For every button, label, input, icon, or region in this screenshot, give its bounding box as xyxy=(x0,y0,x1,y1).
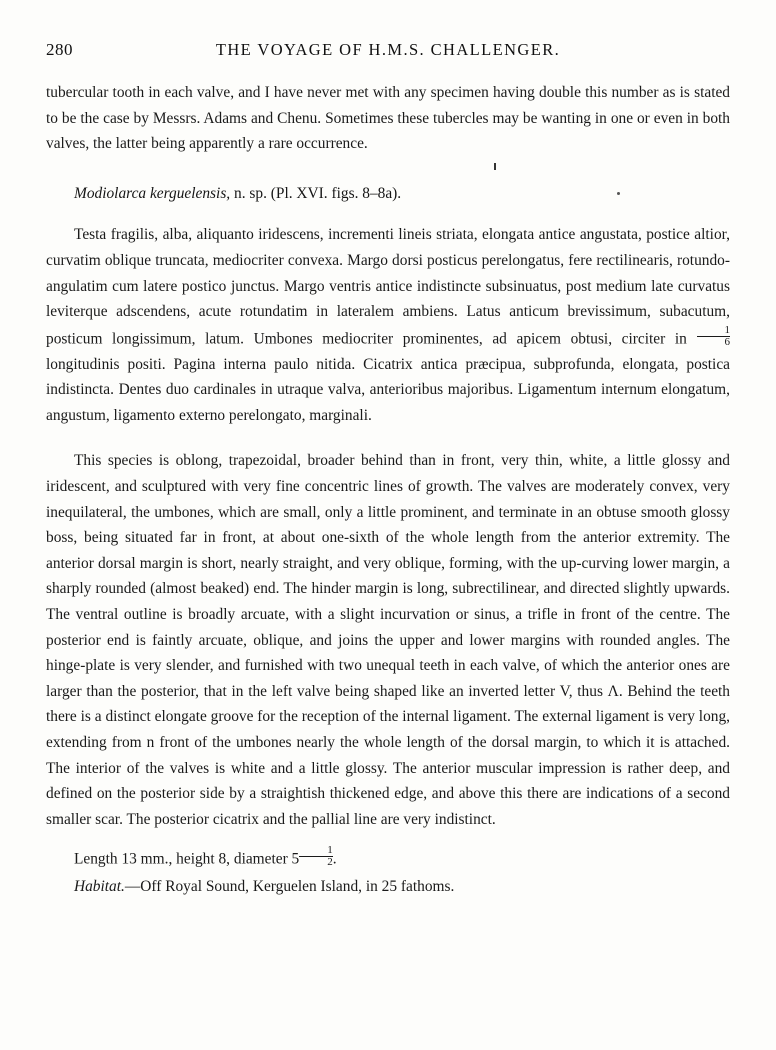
english-part-1: This species is oblong, trapezoidal, broader behind than in front, very thin, white, a little glossy and iridescent, and sculptured with very fine concentric lines of growth. The valves are moderately convex, very inequilateral, the umbones, which are small, only a little prominent, and terminate in an obtuse smooth glossy boss, being situated far in front, at about one-sixth of the whole length from the anterior extremity. The anterior dorsal margin is short, nearly straight, and very oblique, forming, with the up-curving lower margin, a sharply rounded (almost beaked) end. The hinder margin is long, subrectilinear, and directed slightly upwards. The ventral outline is broadly arcuate, with a slight incurvation or sinus, a trifle in front of the centre. The posterior end is faintly arcuate, oblique, and joins the upper and lower margins with rounded angles. The hinge-plate is very slender, and furnished with two unequal teeth in each valve, of which the anterior ones are larger than the posterior, that in the left valve being shaped like an inverted letter xyxy=(46,452,730,700)
fraction-denominator: 6 xyxy=(697,336,731,348)
species-heading xyxy=(46,181,730,207)
english-description xyxy=(46,448,730,832)
length-text-2: . xyxy=(332,850,337,868)
length-line xyxy=(46,845,730,872)
habitat-text: —Off Royal Sound, Kerguelen Island, in 25 fathoms. xyxy=(124,878,455,896)
page-body xyxy=(46,80,730,902)
english-part-3: . Behind the teeth there is a distinct elongate groove for the reception of the internal ligament. The external ligament is very long, extending from n front of the umbones nearly the whole length of the dorsal margin, to which it is attached. The interior of the valves is white and a little glossy. The anterior muscular impression is rather deep, and defined on the posterior side by a straightish thickened edge, and above this there are indications of a second smaller scar. The posterior cicatrix and the pallial line are very indistinct. xyxy=(46,682,730,828)
page-header xyxy=(46,40,730,62)
fraction-numerator: 1 xyxy=(327,844,333,857)
latin-diagnosis xyxy=(46,222,730,428)
fraction-one-half xyxy=(299,845,333,868)
letter-v-glyph: V xyxy=(559,682,569,700)
measurements-and-habitat xyxy=(46,845,730,900)
page-number: 280 xyxy=(46,40,73,59)
latin-part-1: Testa fragilis, alba, aliquanto iridescens, incrementi lineis striata, elongata antice angustata, postice altior, curvatim oblique truncata, mediocriter convexa. Margo dorsi posticus perelongatus, fere rectilinearis, rotundo-angulatim cum latere postico junctus. Margo ventris antice indistincte subsinuatus, post medium late curvatus leviterque adscendens, acute rotundatim in lateralem ambiens. Latus anticum brevissimum, subacutum, posticum longissimum, latum. Umbones mediocriter prominentes, ad apicem obtusi, circiter in xyxy=(46,226,730,348)
running-head: THE VOYAGE OF H.M.S. CHALLENGER. xyxy=(215,40,561,59)
fraction-denominator: 2 xyxy=(299,856,333,868)
habitat-line xyxy=(46,874,730,900)
species-scientific-name: Modiolarca kerguelensis, xyxy=(74,184,231,202)
length-text-1: Length 13 mm., height 8, diameter 5 xyxy=(74,850,300,868)
ink-mark xyxy=(494,163,496,170)
english-description-text xyxy=(46,448,730,832)
english-part-2: , thus xyxy=(568,682,608,700)
fraction-numerator: 1 xyxy=(724,323,730,336)
species-heading-rest: n. sp. (Pl. XVI. figs. 8–8a). xyxy=(230,184,402,202)
fraction-one-sixth xyxy=(697,325,731,348)
habitat-label: Habitat. xyxy=(74,878,125,896)
letter-lambda-glyph: Λ xyxy=(607,682,619,700)
ink-speck xyxy=(617,192,620,195)
paragraph-text: tubercular tooth in each valve, and I have never met with any specimen having double this number as is stated to be the case by Messrs. Adams and Chenu. Sometimes these tubercles may be wanting in one or even in both valves, the latter being apparently a rare occurrence. xyxy=(46,84,730,153)
latin-diagnosis-text xyxy=(46,222,730,428)
paragraph-opening xyxy=(46,80,730,157)
latin-part-2: longitudinis positi. Pagina interna paulo nitida. Cicatrix antica præcipua, subprofunda, elongata, postica indistincta. Dentes duo cardinales in utraque valva, anterioribus majoribus. Ligamentum internum elongatum, angustum, ligamento externo perelongato, marginali. xyxy=(46,355,730,424)
